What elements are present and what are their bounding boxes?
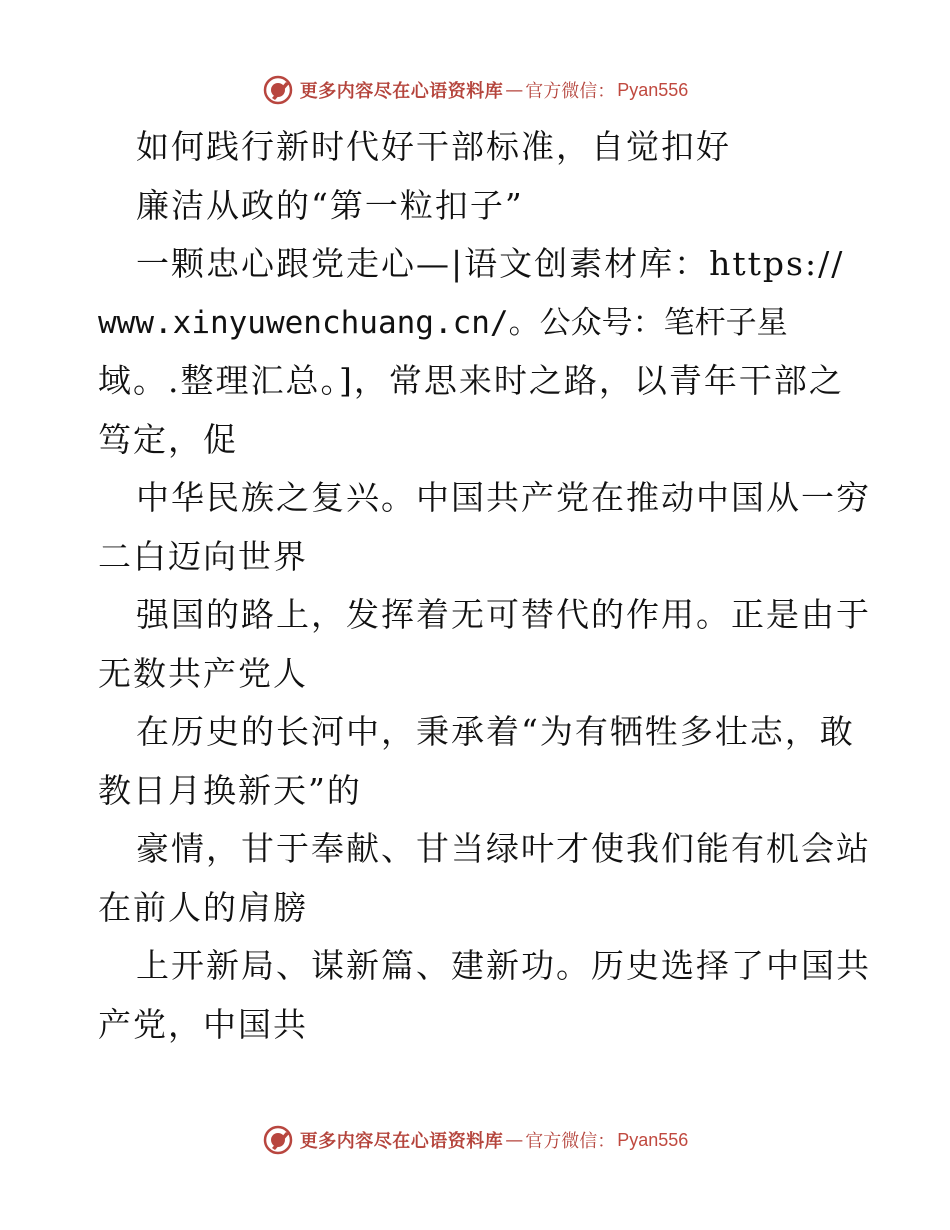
watermark-sub-text: 官方微信： — [525, 1131, 616, 1152]
text-line: 廉洁从政的“第一粒扣子” — [136, 185, 524, 225]
pen-logo-icon — [262, 1124, 294, 1156]
text-line: 域。.整理汇总。]，常思来时之路，以青年干部之 — [98, 361, 844, 400]
text-line: 产党，中国共 — [98, 1004, 308, 1044]
text-line: 笃定，促 — [98, 419, 238, 459]
footer-watermark — [0, 1120, 950, 1160]
watermark-main-text: 更多内容尽在心语资料库 — [299, 1131, 504, 1152]
text-line: 在历史的长河中，秉承着“为有牺牲多壮志，敢 — [136, 712, 855, 751]
text-line: 豪情，甘于奉献、甘当绿叶才使我们能有机会站 — [136, 829, 871, 868]
watermark-wechat-id: Pyan556 — [617, 1129, 689, 1150]
text-line: 在前人的肩膀 — [98, 887, 308, 927]
text-line: 一颗忠心跟党走心—|语文创素材库：https:// — [136, 244, 845, 283]
watermark-dash: — — [505, 79, 524, 101]
text-line: 如何践行新时代好干部标准，自觉扣好 — [136, 127, 731, 166]
text-line: 无数共产党人 — [98, 653, 308, 693]
text-line: 上开新局、谋新篇、建新功。历史选择了中国共 — [136, 946, 871, 985]
text-line: 中华民族之复兴。中国共产党在推动中国从一穷 — [136, 478, 871, 517]
watermark-dash: — — [505, 1129, 524, 1151]
header-watermark — [0, 70, 950, 110]
pen-logo-icon — [262, 74, 294, 106]
text-line-url: www.xinyuwenchuang.cn/。公众号：笔杆子星 — [98, 304, 788, 341]
text-line: 二白迈向世界 — [98, 536, 308, 576]
watermark-wechat-id: Pyan556 — [617, 79, 689, 100]
text-line: 强国的路上，发挥着无可替代的作用。正是由于 — [136, 595, 871, 634]
text-line: 教日月换新天”的 — [98, 770, 362, 810]
watermark-sub-text: 官方微信： — [525, 81, 616, 102]
watermark-main-text: 更多内容尽在心语资料库 — [299, 81, 504, 102]
document-body — [98, 118, 871, 1054]
